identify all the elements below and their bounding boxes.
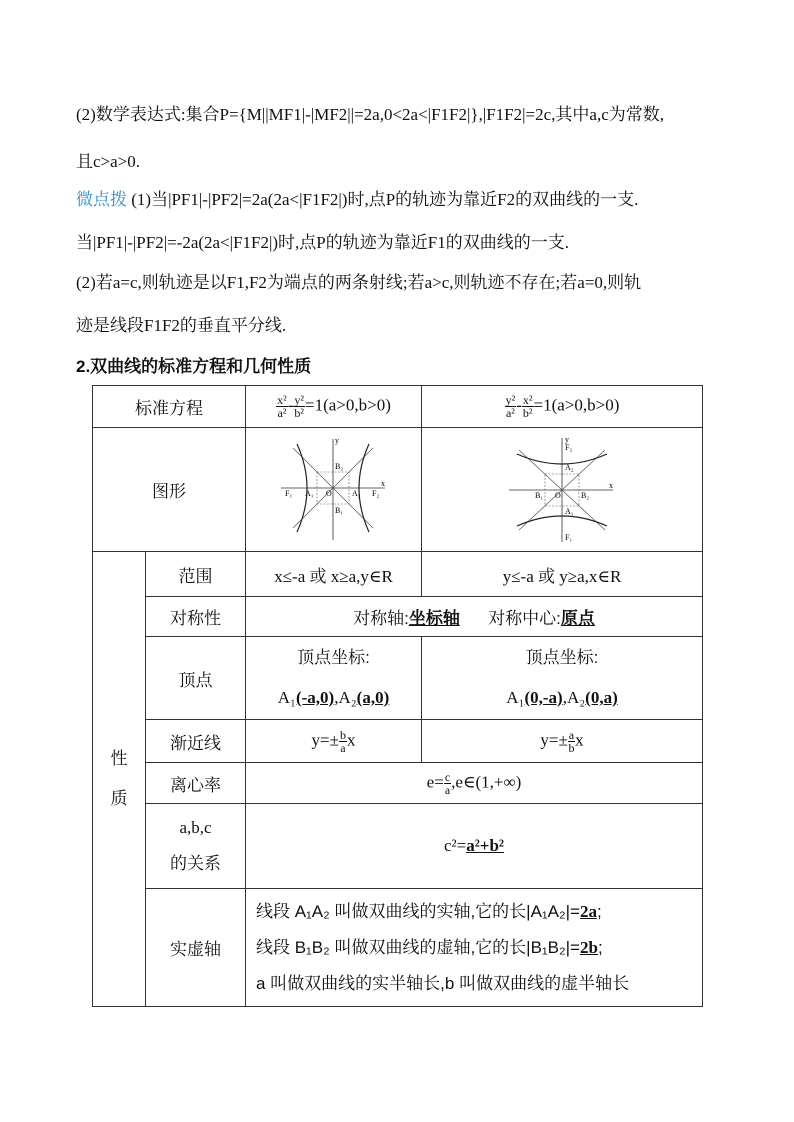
svg-text:x: x [609, 480, 613, 490]
svg-text:B₁: B₁ [535, 490, 544, 500]
eccentricity-value: e= $\frac{c}{a}$ ,e∈(1,+∞) [246, 763, 703, 804]
svg-text:y: y [565, 435, 569, 444]
svg-text:F₂: F₂ [371, 488, 379, 498]
intro-line-4: 迹是线段F1F2的垂直平分线. [76, 316, 287, 335]
row-real-imaginary-axis [93, 889, 703, 1007]
row-vertex [93, 637, 703, 720]
label-real-imaginary-axis: 实虚轴 [146, 889, 246, 1007]
svg-text:F₁: F₁ [284, 488, 292, 498]
vertex-horizontal: 顶点坐标: A₁(-a,0),A₂(a,0) [246, 637, 422, 720]
row-symmetry [93, 597, 703, 637]
axis-description [246, 889, 703, 1007]
micro-tip-line-1 [76, 188, 724, 212]
equation-horizontal: $\frac{\text{x²}}{\text{a²}}$ - $\frac{\text{y²}}{\text{b²}}$ =1(a>0,b>0) [246, 386, 422, 428]
svg-text:F₁: F₁ [565, 532, 573, 542]
micro-tip-line-2: 当|PF1|-|PF2|=-2a(2a<|F1F2|)时,点P的轨迹为靠近F1的双曲线的一支. [76, 233, 569, 252]
figure-vertical-hyperbola [422, 428, 703, 552]
micro-tip-text-1: (1)当|PF1|-|PF2|=2a(2a<|F1F2|)时,点P的轨迹为靠近F2的双曲线的一支. [127, 190, 639, 209]
section-heading: 2.双曲线的标准方程和几何性质 [76, 357, 312, 376]
svg-text:O: O [325, 488, 332, 498]
svg-text:F₂: F₂ [565, 442, 573, 452]
micro-tip-label: 微点拨 [76, 190, 127, 209]
svg-text:A₂: A₂ [351, 488, 361, 498]
intro-line-3: (2)若a=c,则轨迹是以F1,F2为端点的两条射线;若a>c,则轨迹不存在;若a=0,则轨 [76, 273, 642, 292]
range-horizontal: x≤-a 或 x≥a,y∈R [246, 552, 422, 597]
axis-line-3: a 叫做双曲线的实半轴长,b 叫做双曲线的虚半轴长 [256, 973, 630, 993]
svg-text:y: y [334, 435, 339, 445]
svg-text:O: O [555, 490, 561, 500]
axis-line-1: 线段 A₁A₂ 叫做双曲线的实轴,它的长|A₁A₂|=2a; [256, 901, 602, 921]
figure-horizontal-hyperbola [246, 428, 422, 552]
row-range [93, 552, 703, 597]
label-figure: 图形 [93, 428, 246, 552]
horizontal-hyperbola-diagram [279, 436, 389, 544]
asymptote-vertical: y=± $\frac{a}{b}$ x [422, 720, 703, 763]
range-vertical: y≤-a 或 y≥a,x∈R [422, 552, 703, 597]
intro-line-1: (2)数学表达式:集合P={M||MF1|-|MF2||=2a,0<2a<|F1F2|},|F1F2|=2c,其中a,c为常数, [76, 105, 665, 124]
equation-vertical: $\frac{\text{y²}}{\text{a²}}$ - $\frac{\text{x²}}{\text{b²}}$ =1(a>0,b>0) [422, 386, 703, 428]
row-eccentricity [93, 763, 703, 804]
vertical-hyperbola-diagram [507, 436, 617, 544]
hyperbola-properties-table [92, 385, 703, 1007]
svg-text:B₁: B₁ [334, 505, 343, 515]
vertex-vertical: 顶点坐标: A₁(0,-a),A₂(0,a) [422, 637, 703, 720]
row-asymptote [93, 720, 703, 763]
row-figure [93, 428, 703, 552]
label-vertex: 顶点 [146, 637, 246, 720]
label-symmetry: 对称性 [146, 597, 246, 637]
intro-line-2: 且c>a>0. [76, 152, 141, 171]
row-abc-relation [93, 804, 703, 889]
label-standard-equation: 标准方程 [93, 386, 246, 428]
svg-text:A₁: A₁ [565, 506, 574, 516]
svg-text:A₁: A₁ [304, 488, 314, 498]
symmetry-value: 对称轴:坐标轴 对称中心:原点 [246, 597, 703, 637]
axis-line-2: 线段 B₁B₂ 叫做双曲线的虚轴,它的长|B₁B₂|=2b; [256, 937, 603, 957]
label-eccentricity: 离心率 [146, 763, 246, 804]
svg-text:x: x [380, 478, 385, 488]
asymptote-horizontal: y=± $\frac{b}{a}$ x [246, 720, 422, 763]
label-abc-relation: a,b,c 的关系 [146, 804, 246, 889]
abc-relation-value: c²=a²+b² [246, 804, 703, 889]
svg-text:B₂: B₂ [581, 490, 590, 500]
svg-text:A₂: A₂ [565, 462, 574, 472]
row-standard-equation [93, 386, 703, 428]
label-properties-group: 性 质 [93, 552, 146, 1007]
svg-text:B₂: B₂ [334, 461, 343, 471]
label-range: 范围 [146, 552, 246, 597]
label-asymptote: 渐近线 [146, 720, 246, 763]
